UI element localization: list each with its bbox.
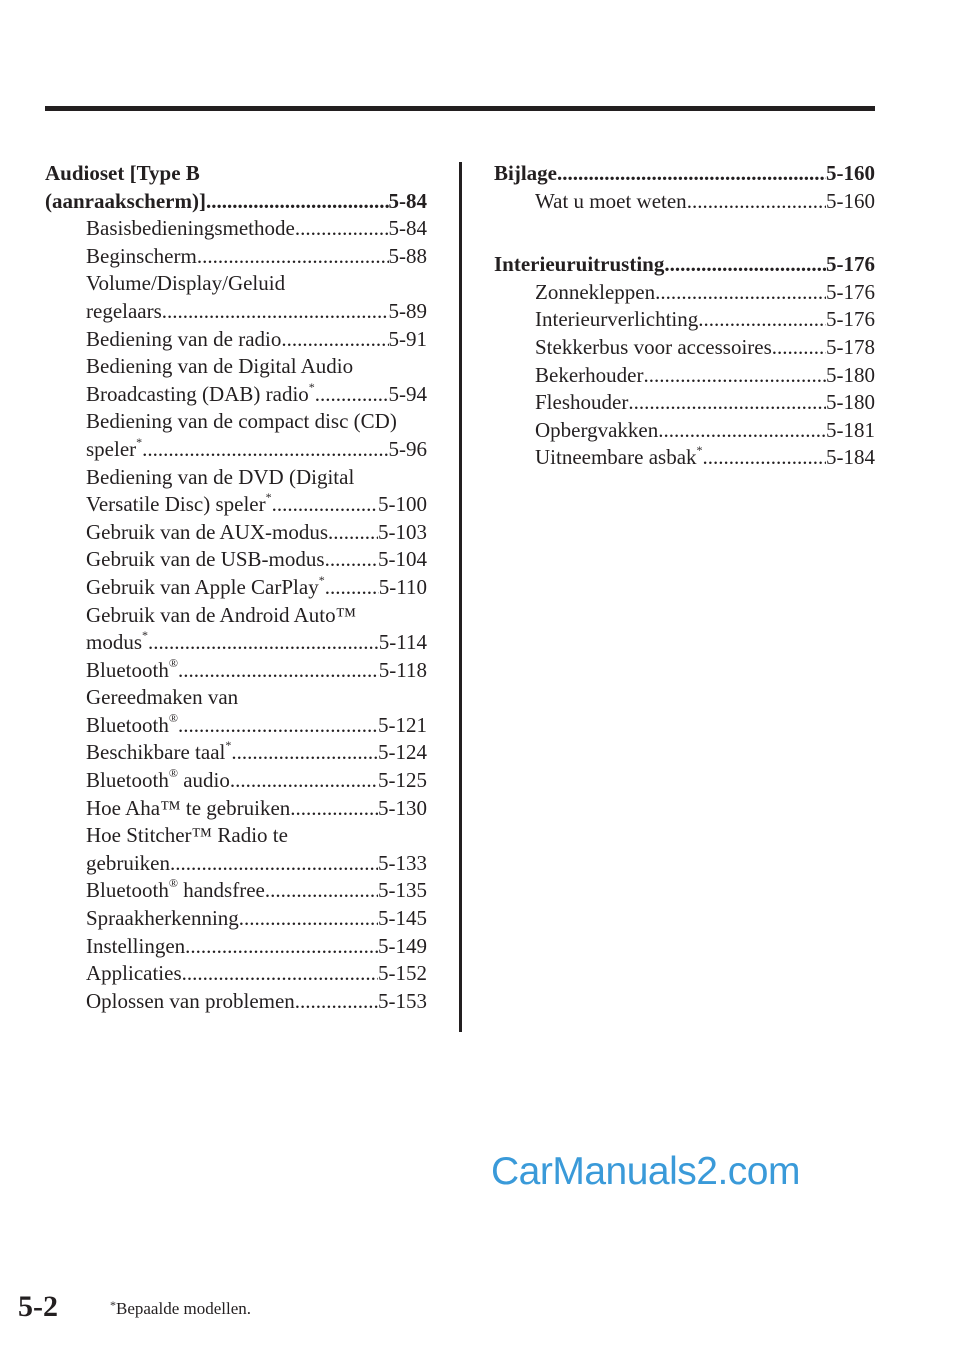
toc-entry-oplossen-van-problemen[interactable] <box>45 988 427 1016</box>
leader-dots <box>272 491 378 519</box>
toc-entry-title: Zonnekleppen <box>535 279 656 304</box>
toc-page-number: 5-103 <box>378 519 427 544</box>
toc-entry-wat-u-moet-weten[interactable] <box>494 188 875 216</box>
toc-page-number: 5-110 <box>378 574 427 599</box>
toc-entry-title: Instellingen <box>86 933 186 958</box>
toc-entry-aux-modus[interactable] <box>45 519 427 547</box>
toc-entry-title-line: Volume/Display/Geluid <box>86 271 286 296</box>
toc-entry-title: Opbergvakken <box>535 417 659 442</box>
leader-dots <box>325 546 378 574</box>
toc-section-title: Interieuruitrusting <box>494 252 665 277</box>
leader-dots <box>197 243 389 271</box>
toc-entry-title: Bluetooth® <box>86 655 178 682</box>
toc-page-number: 5-176 <box>826 307 875 332</box>
toc-section-heading[interactable] <box>45 188 427 216</box>
toc-page-number: 5-153 <box>378 988 427 1013</box>
toc-page-number: 5-125 <box>378 768 427 793</box>
toc-entry-applicaties[interactable] <box>45 960 427 988</box>
leader-dots <box>643 362 826 390</box>
toc-page-number: 5-114 <box>378 630 427 655</box>
toc-entry-title: Stekkerbus voor accessoires <box>535 334 772 359</box>
column-divider <box>459 162 462 1032</box>
toc-entry-title: Interieurverlichting <box>535 307 699 332</box>
leader-dots <box>281 326 388 354</box>
toc-page-number: 5-178 <box>826 334 875 359</box>
leader-dots <box>178 712 378 740</box>
toc-entry-gereedmaken-bluetooth[interactable] <box>45 712 427 740</box>
toc-page-number: 5-96 <box>388 436 427 461</box>
toc-entry-bluetooth-audio[interactable] <box>45 767 427 795</box>
toc-section-heading-line: Audioset [Type B <box>45 161 200 185</box>
toc-entry-title: Gebruik van de AUX-modus <box>86 519 329 544</box>
toc-entry-title-line: Bediening van de Digital Audio <box>86 354 354 379</box>
registered-mark: ® <box>168 766 178 781</box>
footnote <box>110 1299 251 1319</box>
toc-section-title: (aanraakscherm)] <box>45 188 206 213</box>
toc-entry-beginscherm[interactable] <box>45 243 427 271</box>
registered-mark: ® <box>168 876 178 891</box>
toc-entry-title: Applicaties <box>86 961 182 986</box>
asterisk-mark: * <box>142 628 149 643</box>
asterisk-mark: * <box>696 443 703 458</box>
toc-page-number: 5-100 <box>378 492 427 517</box>
toc-entry-title: regelaars <box>86 298 162 323</box>
leader-dots <box>182 960 378 988</box>
leader-dots <box>557 160 826 188</box>
toc-entry-title: Bekerhouder <box>535 362 644 387</box>
toc-left-column <box>45 160 427 1015</box>
toc-entry-apple-carplay[interactable] <box>45 574 427 602</box>
asterisk-mark: * <box>308 379 315 394</box>
toc-entry-cd-speler[interactable] <box>45 436 427 464</box>
asterisk-mark: * <box>265 490 272 505</box>
toc-entry-title: speler* <box>86 434 143 461</box>
toc-entry-title-line: Bediening van de compact disc (CD) <box>86 409 397 434</box>
toc-entry-dvd-speler[interactable] <box>45 491 427 519</box>
toc-entry-opbergvakken[interactable] <box>494 417 875 445</box>
leader-dots <box>290 795 378 823</box>
toc-entry-title: Bluetooth® handsfree <box>86 876 265 903</box>
toc-entry-title: Bluetooth® <box>86 710 178 737</box>
leader-dots <box>628 389 826 417</box>
toc-entry-interieurverlichting[interactable] <box>494 306 875 334</box>
toc-page-number: 5-184 <box>826 445 875 470</box>
leader-dots <box>703 444 826 472</box>
leader-dots <box>230 767 378 795</box>
page-number: 5-2 <box>18 1290 58 1323</box>
toc-entry-android-auto[interactable] <box>45 629 427 657</box>
toc-page-number: 5-84 <box>388 188 427 213</box>
toc-page-number: 5-121 <box>378 712 427 737</box>
toc-entry-radio[interactable] <box>45 326 427 354</box>
toc-entry-title: Gebruik van de USB-modus <box>86 547 325 572</box>
toc-entry-dab-radio[interactable] <box>45 381 427 409</box>
toc-entry-title: Bediening van de radio <box>86 326 282 351</box>
toc-page-number: 5-160 <box>826 161 875 185</box>
toc-entry-title: Wat u moet weten <box>535 188 687 213</box>
toc-entry-title: Beschikbare taal* <box>86 738 232 765</box>
toc-entry-title: Gebruik van Apple CarPlay* <box>86 572 325 599</box>
toc-page-number: 5-152 <box>378 961 427 986</box>
toc-entry-title: Hoe Aha™ te gebruiken <box>86 795 291 820</box>
toc-entry-title: Fleshouder <box>535 390 629 415</box>
toc-entry-beschikbare-taal[interactable] <box>45 739 427 767</box>
toc-entry-title: Beginscherm <box>86 243 197 268</box>
toc-page-number: 5-149 <box>378 933 427 958</box>
toc-page-number: 5-181 <box>826 417 875 442</box>
toc-entry-usb-modus[interactable] <box>45 546 427 574</box>
toc-page-number: 5-94 <box>388 381 427 406</box>
toc-entry-fleshouder[interactable] <box>494 389 875 417</box>
toc-page-number: 5-176 <box>826 279 875 304</box>
toc-entry-title: Uitneembare asbak* <box>535 443 703 470</box>
toc-entry-uitneembare-asbak[interactable] <box>494 444 875 472</box>
toc-entry-title: Versatile Disc) speler* <box>86 490 272 517</box>
toc-entry-basisbedieningsmethode[interactable] <box>45 215 427 243</box>
toc-entry-title: Oplossen van problemen <box>86 988 295 1013</box>
toc-page-number: 5-88 <box>388 243 427 268</box>
toc-page-number: 5-180 <box>826 390 875 415</box>
toc-page-number: 5-130 <box>378 795 427 820</box>
toc-page-number: 5-91 <box>388 326 427 351</box>
leader-dots <box>315 381 389 409</box>
asterisk-mark: * <box>136 434 143 449</box>
watermark-logo: CarManuals2.com <box>491 1150 800 1193</box>
toc-entry-title-line: Hoe Stitcher™ Radio te <box>86 823 288 848</box>
toc-page-number: 5-89 <box>388 298 427 323</box>
footnote-star: * <box>110 1298 116 1312</box>
leader-dots <box>178 657 379 685</box>
leader-dots <box>664 251 826 279</box>
asterisk-mark: * <box>318 572 325 587</box>
leader-dots <box>655 279 826 307</box>
toc-right-column <box>494 160 875 472</box>
footnote-text: Bepaalde modellen. <box>116 1299 252 1318</box>
toc-page-number: 5-104 <box>378 547 427 572</box>
toc-entry-title: Spraakherkenning <box>86 906 239 931</box>
toc-page-number: 5-124 <box>378 740 427 765</box>
toc-section-interieuruitrusting[interactable] <box>494 251 875 279</box>
toc-entry-title-line: Gebruik van de Android Auto™ <box>86 602 357 627</box>
toc-page-number: 5-145 <box>378 906 427 931</box>
leader-dots <box>328 519 378 547</box>
leader-dots <box>687 188 826 216</box>
toc-section-bijlage[interactable] <box>494 160 875 188</box>
leader-dots <box>295 215 389 243</box>
toc-section-title: Bijlage <box>494 161 557 185</box>
toc-page-number: 5-84 <box>388 216 427 241</box>
leader-dots <box>295 988 378 1016</box>
toc-entry-title: gebruiken <box>86 850 170 875</box>
toc-entry-spraakherkenning[interactable] <box>45 905 427 933</box>
toc-entry-title: modus* <box>86 628 149 655</box>
leader-dots <box>239 905 378 933</box>
toc-entry-zonnekleppen[interactable] <box>494 279 875 307</box>
top-rule <box>45 106 875 111</box>
leader-dots <box>658 417 826 445</box>
leader-dots <box>170 850 378 878</box>
toc-entry-title-line: Bediening van de DVD (Digital <box>86 464 355 489</box>
leader-dots <box>698 306 826 334</box>
toc-entry-title: Broadcasting (DAB) radio* <box>86 379 315 406</box>
toc-entry-title: Basisbedieningsmethode <box>86 216 295 241</box>
toc-entry-stekkerbus[interactable] <box>494 334 875 362</box>
toc-entry-bluetooth-handsfree[interactable] <box>45 877 427 905</box>
leader-dots <box>206 188 389 216</box>
toc-page-number: 5-118 <box>378 657 427 682</box>
toc-page-number: 5-176 <box>826 252 875 277</box>
registered-mark: ® <box>168 655 178 670</box>
toc-entry-stitcher[interactable] <box>45 850 427 878</box>
leader-dots <box>231 739 378 767</box>
leader-dots <box>265 877 378 905</box>
toc-entry-aha[interactable] <box>45 795 427 823</box>
asterisk-mark: * <box>225 738 232 753</box>
toc-entry-title-line: Gereedmaken van <box>86 685 239 710</box>
toc-entry-title: Bluetooth® audio <box>86 766 230 793</box>
toc-entry-volume-display-geluid[interactable] <box>45 298 427 326</box>
leader-dots <box>148 629 379 657</box>
leader-dots <box>325 574 379 602</box>
toc-entry-bekerhouder[interactable] <box>494 362 875 390</box>
leader-dots <box>772 334 826 362</box>
leader-dots <box>142 436 388 464</box>
toc-page-number: 5-160 <box>826 188 875 213</box>
toc-page-number: 5-135 <box>378 878 427 903</box>
leader-dots <box>185 933 378 961</box>
registered-mark: ® <box>168 710 178 725</box>
leader-dots <box>162 298 389 326</box>
toc-entry-bluetooth[interactable] <box>45 657 427 685</box>
section-spacer <box>494 215 875 251</box>
toc-page-number: 5-133 <box>378 850 427 875</box>
toc-entry-instellingen[interactable] <box>45 933 427 961</box>
toc-page-number: 5-180 <box>826 362 875 387</box>
